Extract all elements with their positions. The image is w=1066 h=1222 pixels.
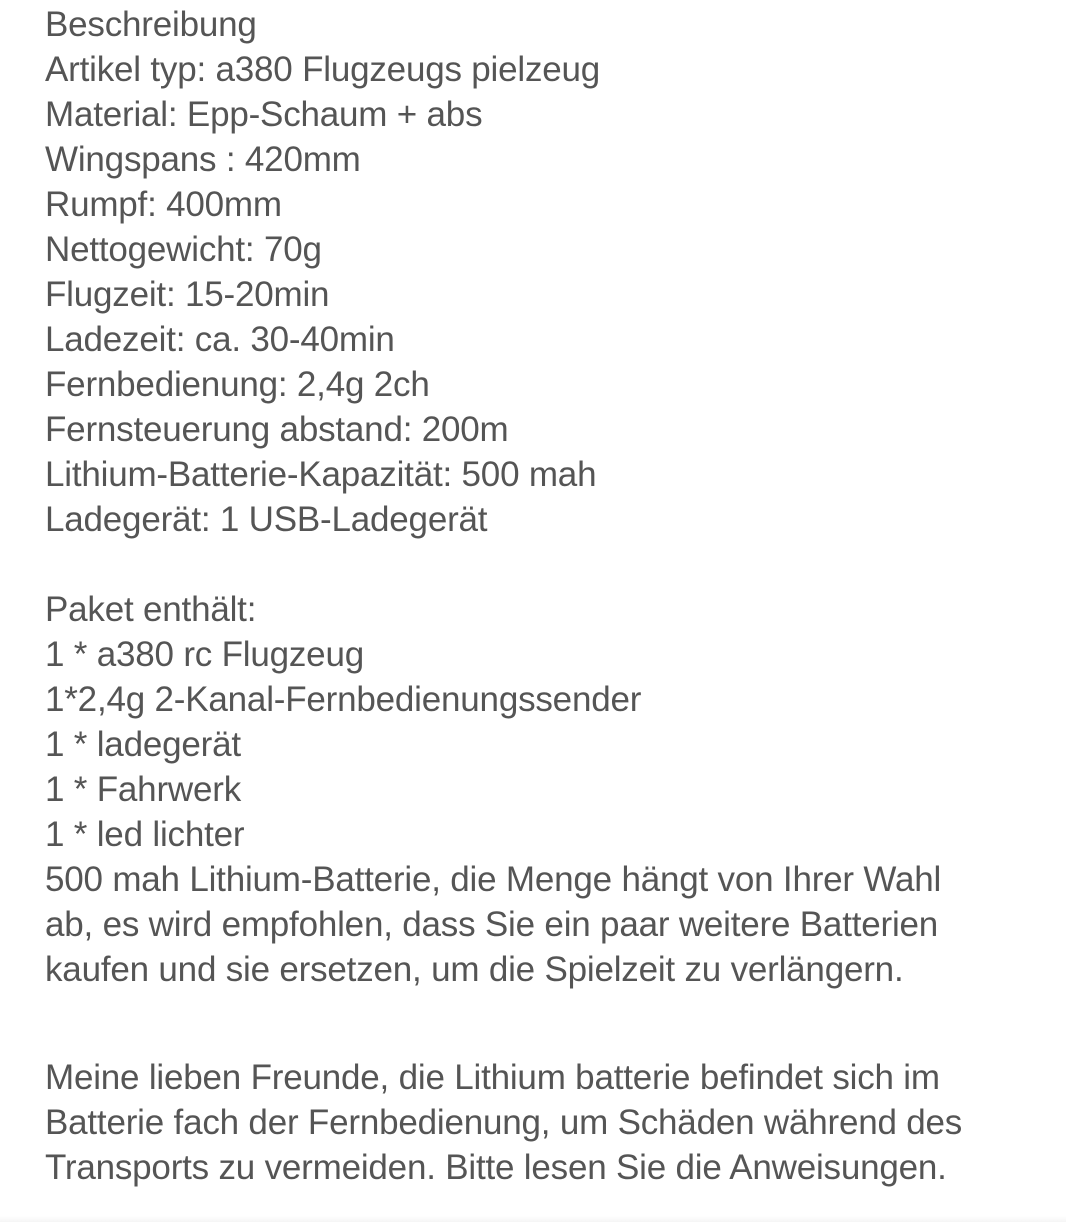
package-item: 1 * Fahrwerk [45,770,241,809]
notice-line: Batterie fach der Fernbedienung, um Schäden während des [45,1103,963,1142]
package-item: 1 * a380 rc Flugzeug [45,635,364,674]
spec-item-fuselage: Rumpf: 400mm [45,185,282,224]
spec-item-net-weight: Nettogewicht: 70g [45,230,322,269]
spec-item-charger: Ladegerät: 1 USB-Ladegerät [45,500,488,539]
battery-note-line: 500 mah Lithium-Batterie, die Menge hängt von Ihrer Wahl [45,860,942,899]
package-list [45,632,1045,857]
spacer [45,542,1045,587]
spec-item-material: Material: Epp-Schaum + abs [45,95,483,134]
spec-item-wingspan: Wingspans : 420mm [45,140,361,179]
spec-item-flight-time: Flugzeit: 15-20min [45,275,330,314]
notice-line: Meine lieben Freunde, die Lithium batterie befindet sich im [45,1058,940,1097]
spec-item-range: Fernsteuerung abstand: 200m [45,410,509,449]
package-item: 1*2,4g 2-Kanal-Fernbedienungssender [45,680,642,719]
spec-item-charge-time: Ladezeit: ca. 30-40min [45,320,395,359]
bottom-edge [0,1216,1066,1222]
notice-line: Transports zu vermeiden. Bitte lesen Sie die Anweisungen. [45,1148,947,1187]
battery-note [45,857,1045,992]
battery-note-line: kaufen und sie ersetzen, um die Spielzeit zu verlängern. [45,950,904,989]
battery-note-line: ab, es wird empfohlen, dass Sie ein paar weitere Batterien [45,905,939,944]
spec-item-remote: Fernbedienung: 2,4g 2ch [45,365,430,404]
spacer [45,992,1045,1055]
description-heading: Beschreibung [45,5,257,44]
package-heading: Paket enthält: [45,590,257,629]
shipping-notice [45,1055,1045,1190]
spec-item-battery-capacity: Lithium-Batterie-Kapazität: 500 mah [45,455,597,494]
package-item: 1 * led lichter [45,815,245,854]
spec-item-type: Artikel typ: a380 Flugzeugs pielzeug [45,50,601,89]
spec-list [45,47,1045,542]
product-description [45,2,1045,1190]
package-item: 1 * ladegerät [45,725,241,764]
